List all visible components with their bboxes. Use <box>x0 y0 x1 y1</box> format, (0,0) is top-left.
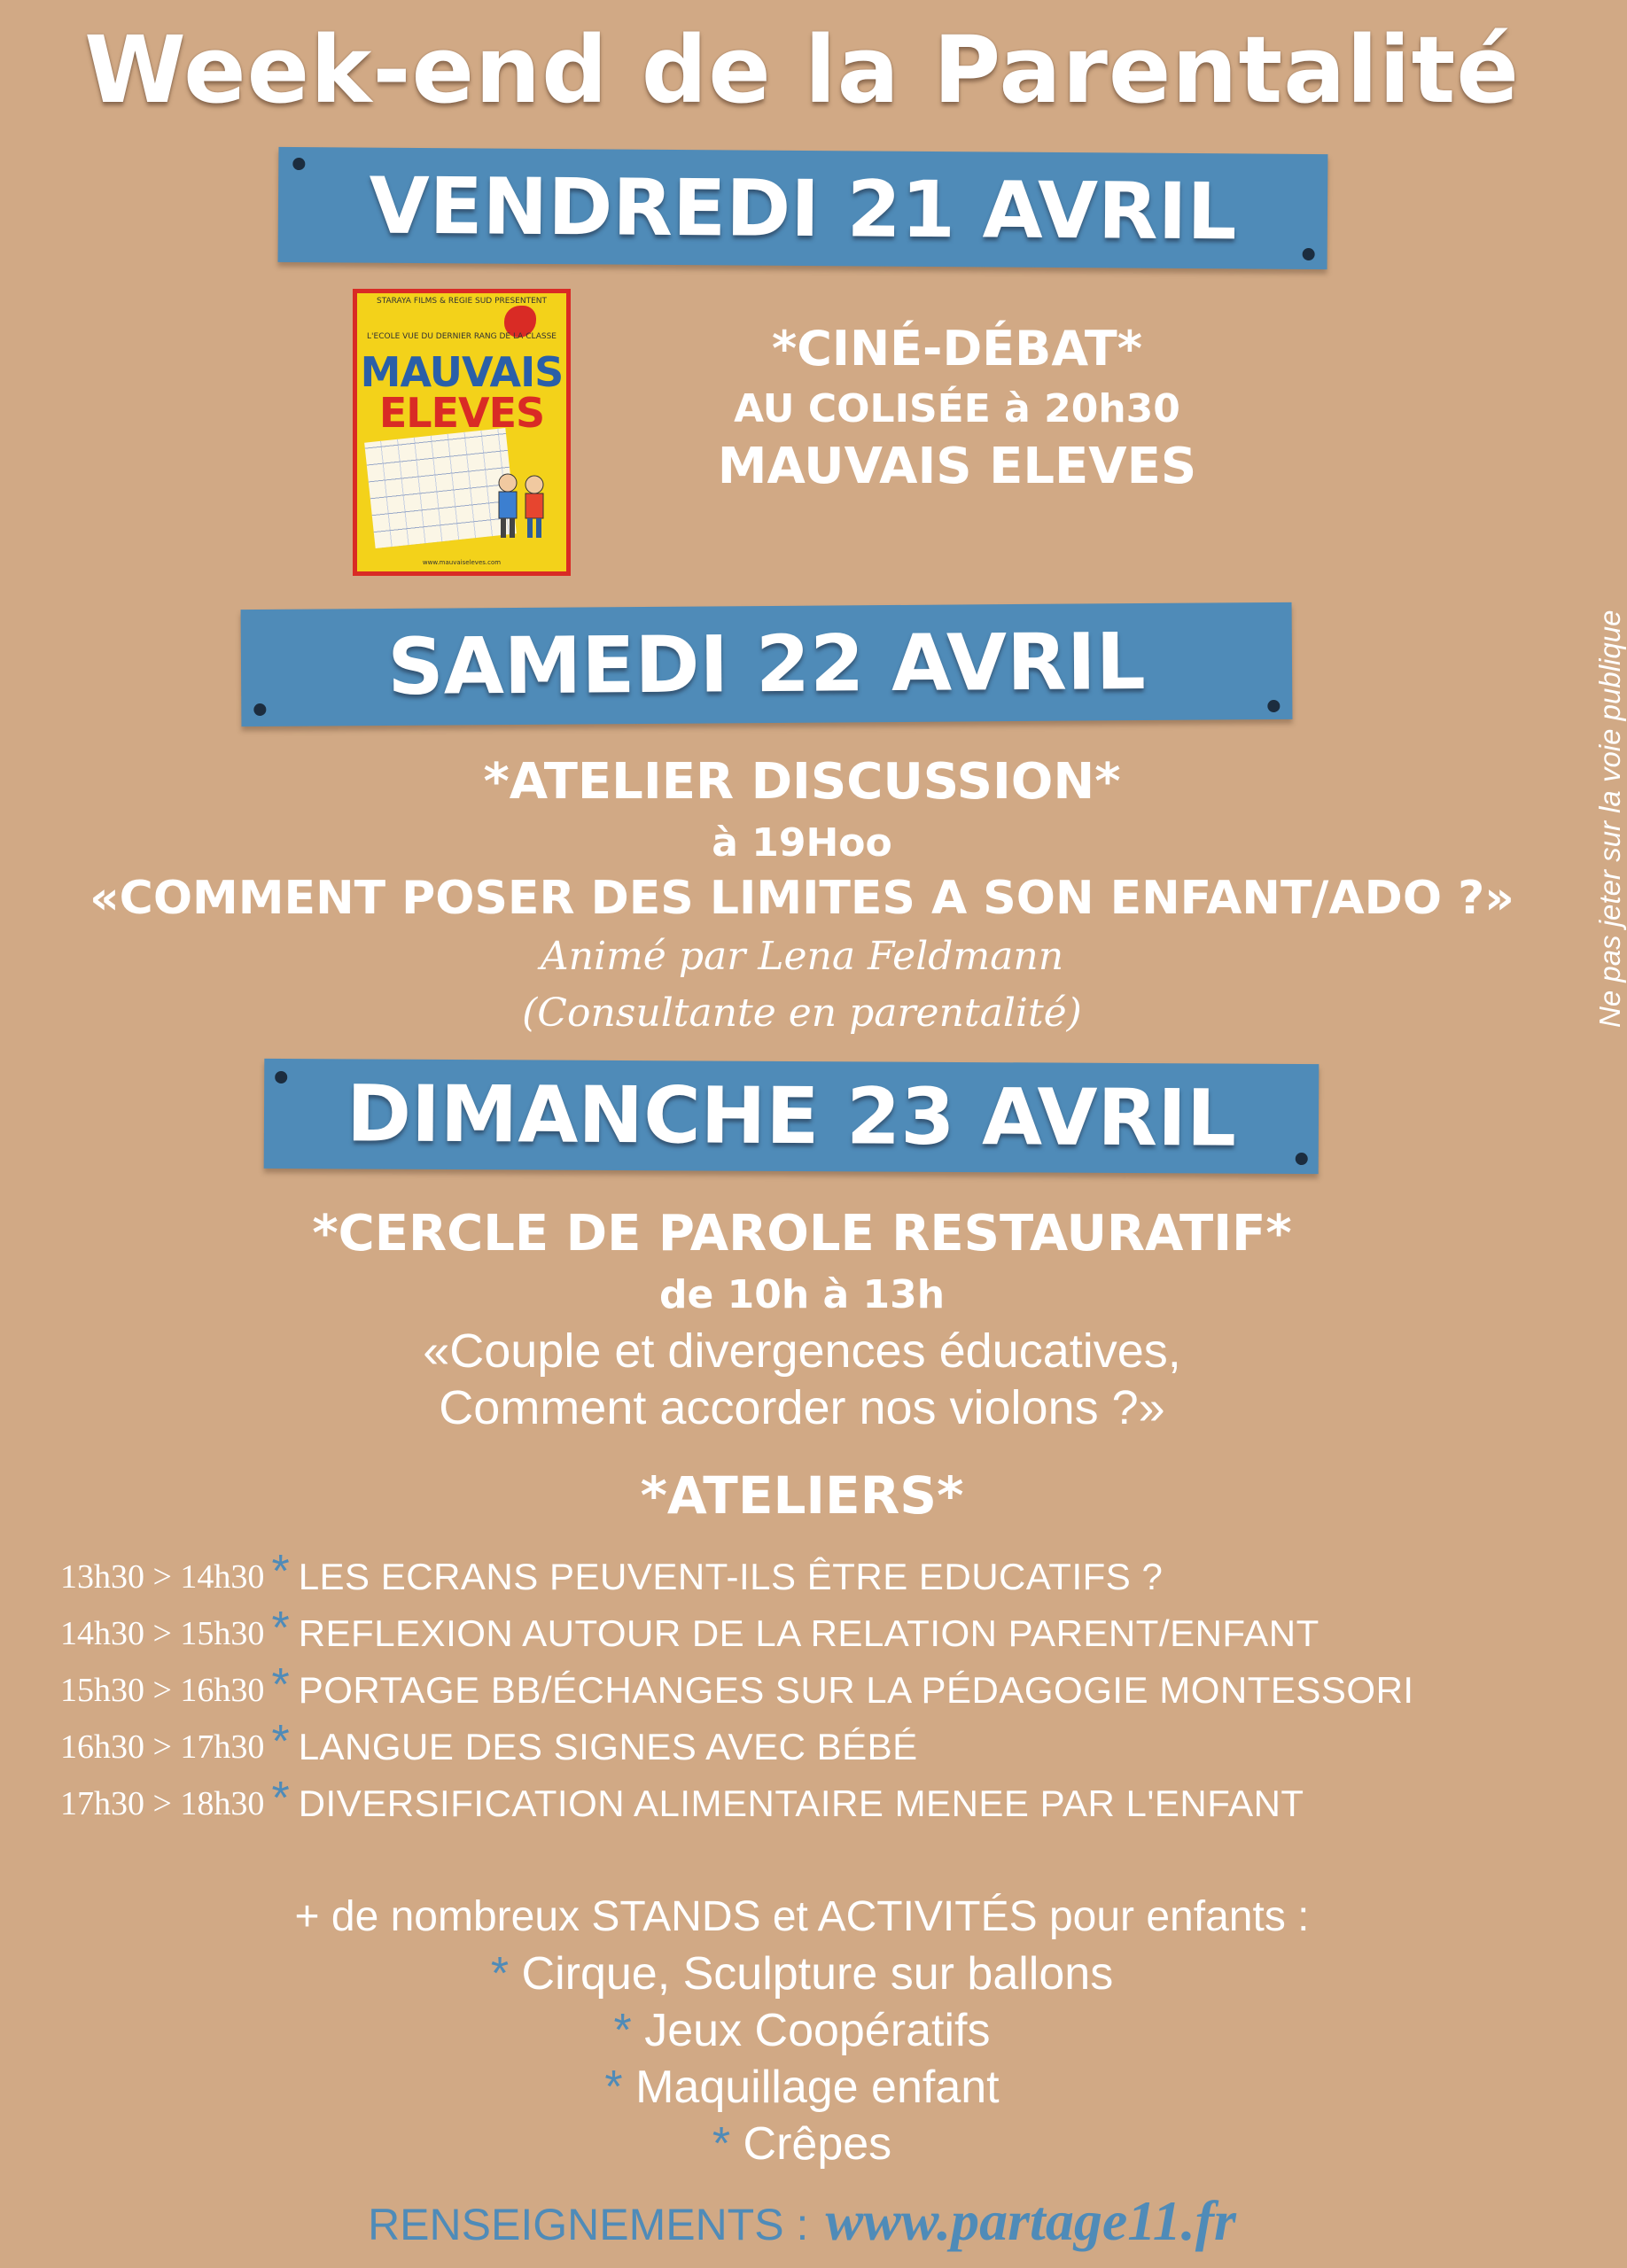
poster-title-line2: ELEVES <box>378 389 545 437</box>
info-url-link[interactable]: www.partage11.fr <box>825 2189 1236 2252</box>
atelier-time: 15h30 > 16h30 <box>60 1672 265 1709</box>
saturday-event-time: à 19Hoo <box>712 820 892 866</box>
activity-item <box>0 2004 1604 2057</box>
film-poster <box>353 289 571 576</box>
banner-sunday <box>264 1059 1320 1174</box>
banner-sunday-label: DIMANCHE 23 AVRIL <box>346 1068 1237 1164</box>
asterisk-icon: * <box>604 2062 623 2113</box>
friday-event-place: AU COLISÉE à 20h30 <box>734 386 1180 431</box>
saturday-event-title: *ATELIER DISCUSSION* <box>483 753 1121 811</box>
asterisk-icon: * <box>271 1716 290 1767</box>
asterisk-icon: * <box>271 1773 290 1824</box>
atelier-time: 17h30 > 18h30 <box>60 1785 265 1822</box>
banner-friday <box>278 147 1328 269</box>
activity-label: Maquillage enfant <box>635 2062 1000 2113</box>
asterisk-icon: * <box>613 2005 632 2056</box>
banner-saturday-label: SAMEDI 22 AVRIL <box>386 616 1147 712</box>
sunday-event-time: de 10h à 13h <box>658 1272 946 1317</box>
poster-top-text: STARAYA FILMS & REGIE SUD PRESENTENT <box>376 297 547 306</box>
asterisk-icon: * <box>271 1659 290 1711</box>
friday-event-title: *CINÉ-DÉBAT* <box>772 321 1142 377</box>
sunday-event-topic-line1: «Couple et divergences éducatives, <box>423 1324 1181 1378</box>
info-label: RENSEIGNEMENTS : <box>368 2200 809 2249</box>
sunday-event-topic-line2: Comment accorder nos violons ?» <box>439 1381 1165 1434</box>
asterisk-icon: * <box>271 1546 290 1597</box>
atelier-row <box>60 1716 918 1770</box>
friday-event-film: MAUVAIS ELEVES <box>717 438 1197 495</box>
activity-item <box>0 1947 1604 2000</box>
poster-title-line1: MAUVAIS <box>360 348 564 396</box>
page-title: Week-end de la Parentalité <box>84 16 1520 124</box>
sunday-event-title: *CERCLE DE PAROLE RESTAURATIF* <box>312 1205 1292 1262</box>
atelier-row <box>60 1546 1164 1600</box>
activity-item <box>0 2117 1604 2171</box>
atelier-time: 16h30 > 17h30 <box>60 1728 265 1766</box>
atelier-label: DIVERSIFICATION ALIMENTAIRE MENEE PAR L'ENFANT <box>298 1783 1304 1824</box>
asterisk-icon: * <box>271 1603 290 1654</box>
poster-subtitle: L'ECOLE VUE DU DERNIER RANG DE LA CLASSE <box>367 332 557 341</box>
atelier-time: 13h30 > 14h30 <box>60 1558 265 1596</box>
atelier-label: REFLEXION AUTOUR DE LA RELATION PARENT/ENFANT <box>298 1612 1320 1654</box>
activity-label: Crêpes <box>743 2118 892 2170</box>
ateliers-title: *ATELIERS* <box>640 1465 964 1526</box>
atelier-time: 14h30 > 15h30 <box>60 1615 265 1652</box>
activity-item <box>0 2061 1604 2114</box>
asterisk-icon: * <box>490 1948 510 2000</box>
atelier-row <box>60 1659 1414 1713</box>
saturday-event-host-role: (Consultante en parentalité) <box>522 990 1082 1036</box>
atelier-row <box>60 1603 1320 1657</box>
children-illustration-icon <box>490 467 552 543</box>
poster-bottom-text: www.mauvaiseleves.com <box>422 559 502 566</box>
atelier-label: LES ECRANS PEUVENT-ILS ÊTRE EDUCATIFS ? <box>298 1556 1164 1597</box>
activity-label: Cirque, Sculpture sur ballons <box>521 1948 1114 2000</box>
saturday-event-topic: «COMMENT POSER DES LIMITES A SON ENFANT/ADO ?» <box>90 872 1514 925</box>
banner-saturday <box>241 602 1293 726</box>
atelier-row <box>60 1773 1304 1827</box>
banner-friday-label: VENDREDI 21 AVRIL <box>369 159 1237 258</box>
info-footer <box>0 2188 1604 2254</box>
atelier-label: LANGUE DES SIGNES AVEC BÉBÉ <box>298 1726 918 1767</box>
side-note: Ne pas jeter sur la voie publique <box>1593 610 1626 1028</box>
asterisk-icon: * <box>712 2118 731 2170</box>
saturday-event-host: Animé par Lena Feldmann <box>540 934 1064 979</box>
atelier-label: PORTAGE BB/ÉCHANGES SUR LA PÉDAGOGIE MONTESSORI <box>298 1669 1414 1711</box>
activities-intro: + de nombreux STANDS et ACTIVITÉS pour enfants : <box>294 1893 1310 1940</box>
activity-label: Jeux Coopératifs <box>644 2005 991 2056</box>
